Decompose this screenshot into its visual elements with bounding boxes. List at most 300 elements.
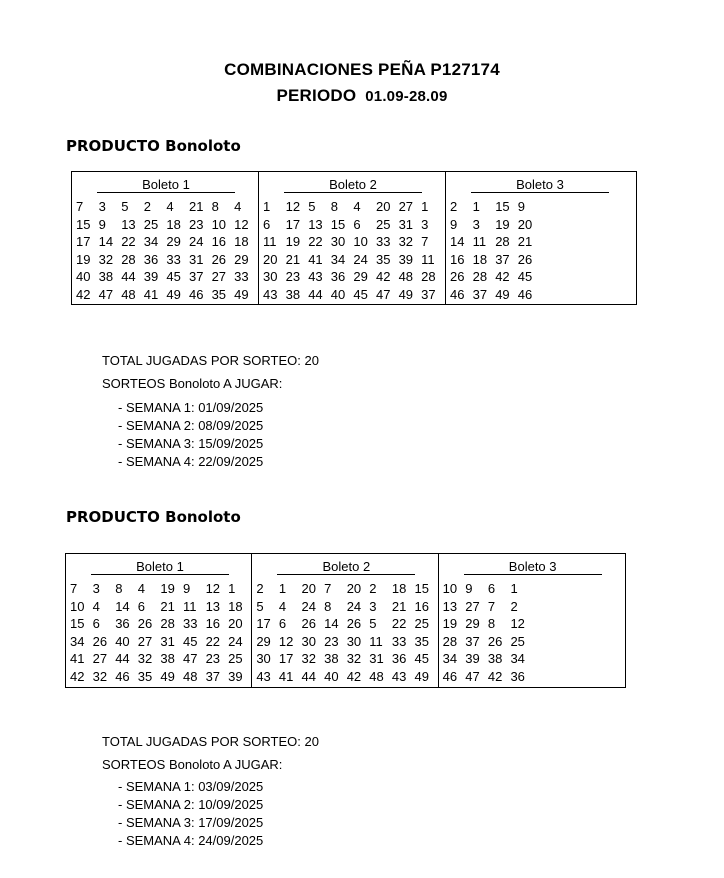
- lottery-number: 17: [76, 234, 91, 249]
- lottery-number: 8: [324, 598, 332, 614]
- lottery-number: 46: [517, 286, 533, 302]
- number-row: [263, 251, 445, 269]
- lottery-number: 32: [398, 234, 414, 249]
- lottery-number: 32: [346, 651, 362, 666]
- lottery-number: 4: [92, 598, 100, 614]
- lottery-number: 49: [495, 286, 510, 302]
- lottery-number: 9: [517, 199, 526, 214]
- period-value: 01.09-28.09: [365, 88, 448, 105]
- lottery-number: 12: [285, 199, 301, 214]
- number-row: [443, 615, 625, 633]
- lottery-number: 27: [137, 633, 153, 649]
- lottery-number: 18: [228, 598, 243, 614]
- number-row: [256, 598, 437, 616]
- number-row: [70, 633, 251, 651]
- lottery-number: 45: [517, 269, 533, 284]
- lottery-number: 49: [234, 286, 249, 302]
- lottery-number: 20: [375, 199, 391, 214]
- lottery-number: 15: [76, 216, 91, 232]
- lottery-number: 34: [442, 651, 458, 666]
- lottery-number: 25: [228, 651, 243, 666]
- weeks-list: [118, 778, 263, 850]
- lottery-number: 4: [137, 581, 146, 596]
- lottery-number: 47: [98, 286, 114, 302]
- lottery-number: 33: [391, 633, 407, 649]
- lottery-number: 27: [92, 651, 108, 666]
- lottery-number: 38: [487, 651, 503, 666]
- number-row: [443, 668, 625, 686]
- lottery-number: 6: [92, 616, 100, 631]
- lottery-number: 35: [211, 286, 227, 302]
- lottery-number: 29: [166, 234, 181, 249]
- ticket-2: [252, 554, 438, 687]
- lottery-number: 35: [375, 251, 391, 267]
- lottery-number: 28: [121, 251, 136, 267]
- number-row: [256, 615, 437, 633]
- lottery-number: 1: [472, 199, 480, 214]
- ticket-header: Boleto 1: [91, 559, 229, 575]
- sorteos-label: SORTEOS Bonoloto A JUGAR:: [102, 757, 283, 772]
- tickets-table: [71, 171, 637, 305]
- lottery-number: 26: [346, 616, 362, 631]
- lottery-number: 9: [465, 581, 473, 596]
- lottery-number: 29: [465, 616, 480, 631]
- lottery-number: 5: [369, 616, 377, 631]
- draw-info: [102, 730, 319, 776]
- lottery-number: 3: [472, 216, 480, 232]
- number-row: [70, 580, 251, 598]
- lottery-number: 14: [450, 234, 465, 249]
- number-row: [76, 198, 258, 216]
- lottery-number: 11: [369, 633, 383, 649]
- lottery-number: 33: [182, 616, 198, 631]
- lottery-number: 25: [414, 616, 429, 631]
- lottery-number: 28: [160, 616, 175, 631]
- week-item: - SEMANA 2: 08/09/2025: [118, 418, 264, 433]
- lottery-number: 2: [143, 199, 152, 214]
- week-item: - SEMANA 2: 10/09/2025: [118, 797, 264, 812]
- lottery-number: 37: [495, 251, 510, 267]
- lottery-number: 36: [143, 251, 159, 267]
- lottery-number: 34: [70, 633, 85, 649]
- lottery-number: 36: [330, 269, 346, 284]
- lottery-number: 18: [472, 251, 488, 267]
- lottery-number: 8: [115, 581, 123, 596]
- ticket-1: [66, 554, 252, 687]
- lottery-number: 20: [517, 216, 533, 232]
- lottery-number: 11: [263, 234, 277, 249]
- ticket-3: [446, 172, 633, 304]
- lottery-number: 37: [188, 269, 204, 284]
- lottery-number: 43: [308, 269, 323, 284]
- lottery-number: 10: [353, 234, 368, 249]
- lottery-number: 21: [391, 598, 407, 614]
- lottery-number: 1: [263, 199, 271, 214]
- lottery-number: 44: [121, 269, 136, 284]
- lottery-number: 33: [375, 234, 391, 249]
- lottery-number: 20: [263, 251, 278, 267]
- lottery-number: 25: [143, 216, 159, 232]
- lottery-number: 22: [205, 633, 221, 649]
- lottery-number: 4: [278, 598, 287, 614]
- number-row: [76, 286, 258, 304]
- lottery-number: 43: [391, 668, 407, 684]
- week-item: - SEMANA 1: 01/09/2025: [118, 400, 264, 415]
- lottery-number: 14: [324, 616, 339, 631]
- product-heading: PRODUCTO Bonoloto: [66, 508, 241, 526]
- lottery-number: 47: [375, 286, 391, 302]
- lottery-number: 46: [188, 286, 204, 302]
- number-row: [256, 633, 437, 651]
- lottery-number: 39: [228, 668, 243, 684]
- lottery-number: 9: [450, 216, 458, 232]
- number-row: [256, 580, 437, 598]
- lottery-number: 3: [92, 581, 100, 596]
- lottery-number: 2: [510, 598, 518, 614]
- lottery-number: 40: [330, 286, 346, 302]
- ticket-numbers: [263, 198, 445, 303]
- lottery-number: 41: [278, 668, 294, 684]
- lottery-number: 13: [121, 216, 136, 232]
- lottery-number: 21: [160, 598, 175, 614]
- period-heading: [0, 86, 724, 106]
- lottery-number: 1: [278, 581, 287, 596]
- lottery-number: 16: [211, 234, 227, 249]
- lottery-number: 49: [160, 668, 175, 684]
- lottery-number: 4: [234, 199, 242, 214]
- lottery-number: 4: [166, 199, 174, 214]
- lottery-number: 38: [98, 269, 114, 284]
- lottery-number: 19: [76, 251, 91, 267]
- lottery-number: 43: [256, 668, 271, 684]
- lottery-number: 26: [517, 251, 533, 267]
- lottery-number: 7: [324, 581, 332, 596]
- lottery-number: 11: [182, 598, 197, 614]
- lottery-number: 12: [510, 616, 525, 631]
- lottery-number: 37: [465, 633, 480, 649]
- lottery-number: 48: [369, 668, 384, 684]
- lottery-number: 30: [263, 269, 278, 284]
- number-row: [443, 580, 625, 598]
- lottery-number: 24: [346, 598, 362, 614]
- lottery-number: 26: [137, 616, 153, 631]
- lottery-number: 9: [182, 581, 191, 596]
- lottery-number: 3: [421, 216, 429, 232]
- lottery-number: 32: [301, 651, 316, 666]
- lottery-number: 7: [76, 199, 84, 214]
- number-row: [70, 615, 251, 633]
- lottery-number: 43: [263, 286, 278, 302]
- ticket-numbers: [70, 580, 251, 685]
- lottery-number: 1: [421, 199, 429, 214]
- period-label: PERIODO: [276, 86, 357, 105]
- number-row: [450, 216, 633, 234]
- lottery-number: 10: [70, 598, 85, 614]
- ticket-header: Boleto 3: [471, 177, 609, 193]
- number-row: [256, 668, 437, 686]
- lottery-number: 8: [211, 199, 219, 214]
- lottery-number: 23: [285, 269, 301, 284]
- number-row: [256, 650, 437, 668]
- lottery-number: 19: [495, 216, 510, 232]
- lottery-number: 44: [115, 651, 130, 666]
- lottery-number: 35: [414, 633, 429, 649]
- lottery-number: 46: [442, 668, 458, 684]
- lottery-number: 18: [391, 581, 407, 596]
- lottery-number: 39: [398, 251, 414, 267]
- lottery-number: 5: [121, 199, 129, 214]
- lottery-number: 31: [160, 633, 175, 649]
- lottery-number: 40: [115, 633, 130, 649]
- lottery-number: 29: [353, 269, 368, 284]
- lottery-number: 38: [160, 651, 175, 666]
- lottery-number: 32: [98, 251, 114, 267]
- ticket-header: Boleto 2: [284, 177, 422, 193]
- lottery-number: 35: [137, 668, 153, 684]
- lottery-number: 26: [211, 251, 227, 267]
- lottery-number: 7: [421, 234, 429, 249]
- lottery-number: 32: [92, 668, 108, 684]
- lottery-number: 42: [375, 269, 391, 284]
- lottery-number: 21: [188, 199, 204, 214]
- lottery-number: 10: [211, 216, 227, 232]
- total-jugadas: TOTAL JUGADAS POR SORTEO: 20: [102, 734, 319, 749]
- lottery-number: 24: [228, 633, 243, 649]
- lottery-number: 30: [346, 633, 362, 649]
- week-item: - SEMANA 4: 24/09/2025: [118, 833, 264, 848]
- lottery-number: 49: [414, 668, 429, 684]
- lottery-number: 47: [182, 651, 198, 666]
- lottery-number: 7: [70, 581, 78, 596]
- lottery-number: 36: [391, 651, 407, 666]
- number-row: [263, 216, 445, 234]
- lottery-number: 37: [421, 286, 436, 302]
- week-item: - SEMANA 3: 15/09/2025: [118, 436, 264, 451]
- number-row: [263, 268, 445, 286]
- lottery-number: 26: [301, 616, 316, 631]
- lottery-number: 27: [398, 199, 414, 214]
- lottery-number: 41: [70, 651, 85, 666]
- lottery-number: 24: [301, 598, 316, 614]
- lottery-number: 8: [487, 616, 496, 631]
- lottery-number: 15: [495, 199, 510, 214]
- number-row: [443, 650, 625, 668]
- lottery-number: 27: [211, 269, 227, 284]
- lottery-number: 48: [121, 286, 136, 302]
- lottery-number: 44: [308, 286, 323, 302]
- lottery-number: 44: [301, 668, 316, 684]
- lottery-number: 5: [308, 199, 316, 214]
- lottery-number: 15: [70, 616, 85, 631]
- ticket-header: Boleto 2: [277, 559, 415, 575]
- lottery-number: 36: [510, 668, 525, 684]
- lottery-number: 16: [205, 616, 221, 631]
- lottery-number: 49: [398, 286, 414, 302]
- lottery-number: 21: [285, 251, 301, 267]
- lottery-number: 38: [324, 651, 339, 666]
- ticket-header: Boleto 1: [97, 177, 235, 193]
- lottery-number: 38: [285, 286, 301, 302]
- lottery-number: 28: [472, 269, 488, 284]
- tickets-table: [65, 553, 626, 688]
- number-row: [70, 668, 251, 686]
- lottery-number: 4: [353, 199, 361, 214]
- lottery-number: 30: [301, 633, 316, 649]
- lottery-number: 13: [308, 216, 323, 232]
- number-row: [76, 216, 258, 234]
- ticket-numbers: [450, 198, 633, 303]
- lottery-number: 20: [228, 616, 243, 631]
- lottery-number: 32: [137, 651, 153, 666]
- lottery-number: 33: [234, 269, 249, 284]
- lottery-number: 16: [414, 598, 429, 614]
- ticket-3: [439, 554, 625, 687]
- ticket-numbers: [256, 580, 437, 685]
- lottery-number: 31: [188, 251, 204, 267]
- total-jugadas: TOTAL JUGADAS POR SORTEO: 20: [102, 353, 319, 368]
- ticket-header: Boleto 3: [464, 559, 602, 575]
- lottery-number: 17: [285, 216, 301, 232]
- lottery-number: 12: [234, 216, 249, 232]
- lottery-number: 45: [353, 286, 368, 302]
- lottery-number: 29: [234, 251, 249, 267]
- lottery-number: 29: [256, 633, 271, 649]
- lottery-number: 34: [143, 234, 159, 249]
- lottery-number: 31: [398, 216, 414, 232]
- lottery-number: 28: [495, 234, 510, 249]
- lottery-number: 41: [308, 251, 323, 267]
- ticket-numbers: [76, 198, 258, 303]
- lottery-number: 20: [301, 581, 316, 596]
- lottery-number: 23: [205, 651, 221, 666]
- lottery-number: 33: [166, 251, 181, 267]
- lottery-number: 48: [398, 269, 414, 284]
- lottery-number: 42: [495, 269, 510, 284]
- lottery-number: 26: [487, 633, 503, 649]
- lottery-number: 42: [70, 668, 85, 684]
- lottery-number: 12: [205, 581, 221, 596]
- lottery-number: 24: [188, 234, 204, 249]
- lottery-number: 10: [442, 581, 458, 596]
- number-row: [450, 251, 633, 269]
- lottery-number: 6: [487, 581, 496, 596]
- lottery-number: 25: [510, 633, 525, 649]
- draw-info: [102, 349, 319, 395]
- lottery-number: 28: [421, 269, 436, 284]
- lottery-number: 49: [166, 286, 181, 302]
- lottery-number: 46: [115, 668, 130, 684]
- lottery-number: 3: [369, 598, 377, 614]
- lottery-number: 17: [256, 616, 271, 631]
- number-row: [450, 233, 633, 251]
- lottery-number: 20: [346, 581, 362, 596]
- number-row: [263, 233, 445, 251]
- lottery-number: 15: [414, 581, 429, 596]
- lottery-number: 39: [465, 651, 480, 666]
- lottery-number: 8: [330, 199, 339, 214]
- lottery-number: 34: [510, 651, 525, 666]
- lottery-number: 14: [115, 598, 130, 614]
- product-heading: PRODUCTO Bonoloto: [66, 137, 241, 155]
- number-row: [70, 598, 251, 616]
- week-item: - SEMANA 1: 03/09/2025: [118, 779, 264, 794]
- lottery-number: 2: [369, 581, 377, 596]
- lottery-number: 19: [442, 616, 458, 631]
- ticket-2: [259, 172, 446, 304]
- lottery-number: 40: [76, 269, 91, 284]
- lottery-number: 22: [308, 234, 323, 249]
- lottery-number: 21: [517, 234, 533, 249]
- lottery-number: 7: [487, 598, 496, 614]
- lottery-number: 47: [465, 668, 480, 684]
- week-item: - SEMANA 4: 22/09/2025: [118, 454, 264, 469]
- lottery-number: 30: [330, 234, 346, 249]
- lottery-number: 11: [472, 234, 487, 249]
- lottery-number: 19: [285, 234, 301, 249]
- lottery-number: 16: [450, 251, 465, 267]
- number-row: [450, 286, 633, 304]
- lottery-number: 30: [256, 651, 271, 666]
- lottery-number: 12: [278, 633, 294, 649]
- lottery-number: 45: [414, 651, 429, 666]
- lottery-number: 2: [450, 199, 458, 214]
- lottery-number: 31: [369, 651, 384, 666]
- lottery-number: 26: [450, 269, 465, 284]
- number-row: [443, 633, 625, 651]
- week-item: - SEMANA 3: 17/09/2025: [118, 815, 264, 830]
- lottery-number: 45: [182, 633, 198, 649]
- lottery-number: 2: [256, 581, 264, 596]
- number-row: [263, 198, 445, 216]
- lottery-number: 9: [98, 216, 106, 232]
- number-row: [76, 268, 258, 286]
- lottery-number: 39: [143, 269, 159, 284]
- number-row: [263, 286, 445, 304]
- lottery-number: 22: [391, 616, 407, 631]
- lottery-number: 5: [256, 598, 264, 614]
- lottery-number: 18: [166, 216, 181, 232]
- lottery-number: 1: [228, 581, 236, 596]
- lottery-number: 42: [487, 668, 503, 684]
- lottery-number: 17: [278, 651, 294, 666]
- number-row: [70, 650, 251, 668]
- sorteos-label: SORTEOS Bonoloto A JUGAR:: [102, 376, 283, 391]
- lottery-number: 15: [330, 216, 346, 232]
- lottery-number: 37: [205, 668, 221, 684]
- lottery-number: 41: [143, 286, 159, 302]
- lottery-number: 6: [353, 216, 361, 232]
- lottery-number: 1: [510, 581, 518, 596]
- lottery-number: 6: [263, 216, 271, 232]
- lottery-number: 34: [330, 251, 346, 267]
- lottery-number: 6: [278, 616, 287, 631]
- lottery-number: 13: [205, 598, 221, 614]
- lottery-number: 24: [353, 251, 368, 267]
- lottery-number: 48: [182, 668, 198, 684]
- lottery-number: 19: [160, 581, 175, 596]
- ticket-numbers: [443, 580, 625, 685]
- lottery-number: 23: [188, 216, 204, 232]
- ticket-1: [72, 172, 259, 304]
- lottery-number: 37: [472, 286, 488, 302]
- lottery-number: 46: [450, 286, 465, 302]
- lottery-number: 14: [98, 234, 114, 249]
- lottery-number: 25: [375, 216, 391, 232]
- number-row: [450, 198, 633, 216]
- lottery-number: 13: [442, 598, 458, 614]
- number-row: [443, 598, 625, 616]
- lottery-number: 3: [98, 199, 106, 214]
